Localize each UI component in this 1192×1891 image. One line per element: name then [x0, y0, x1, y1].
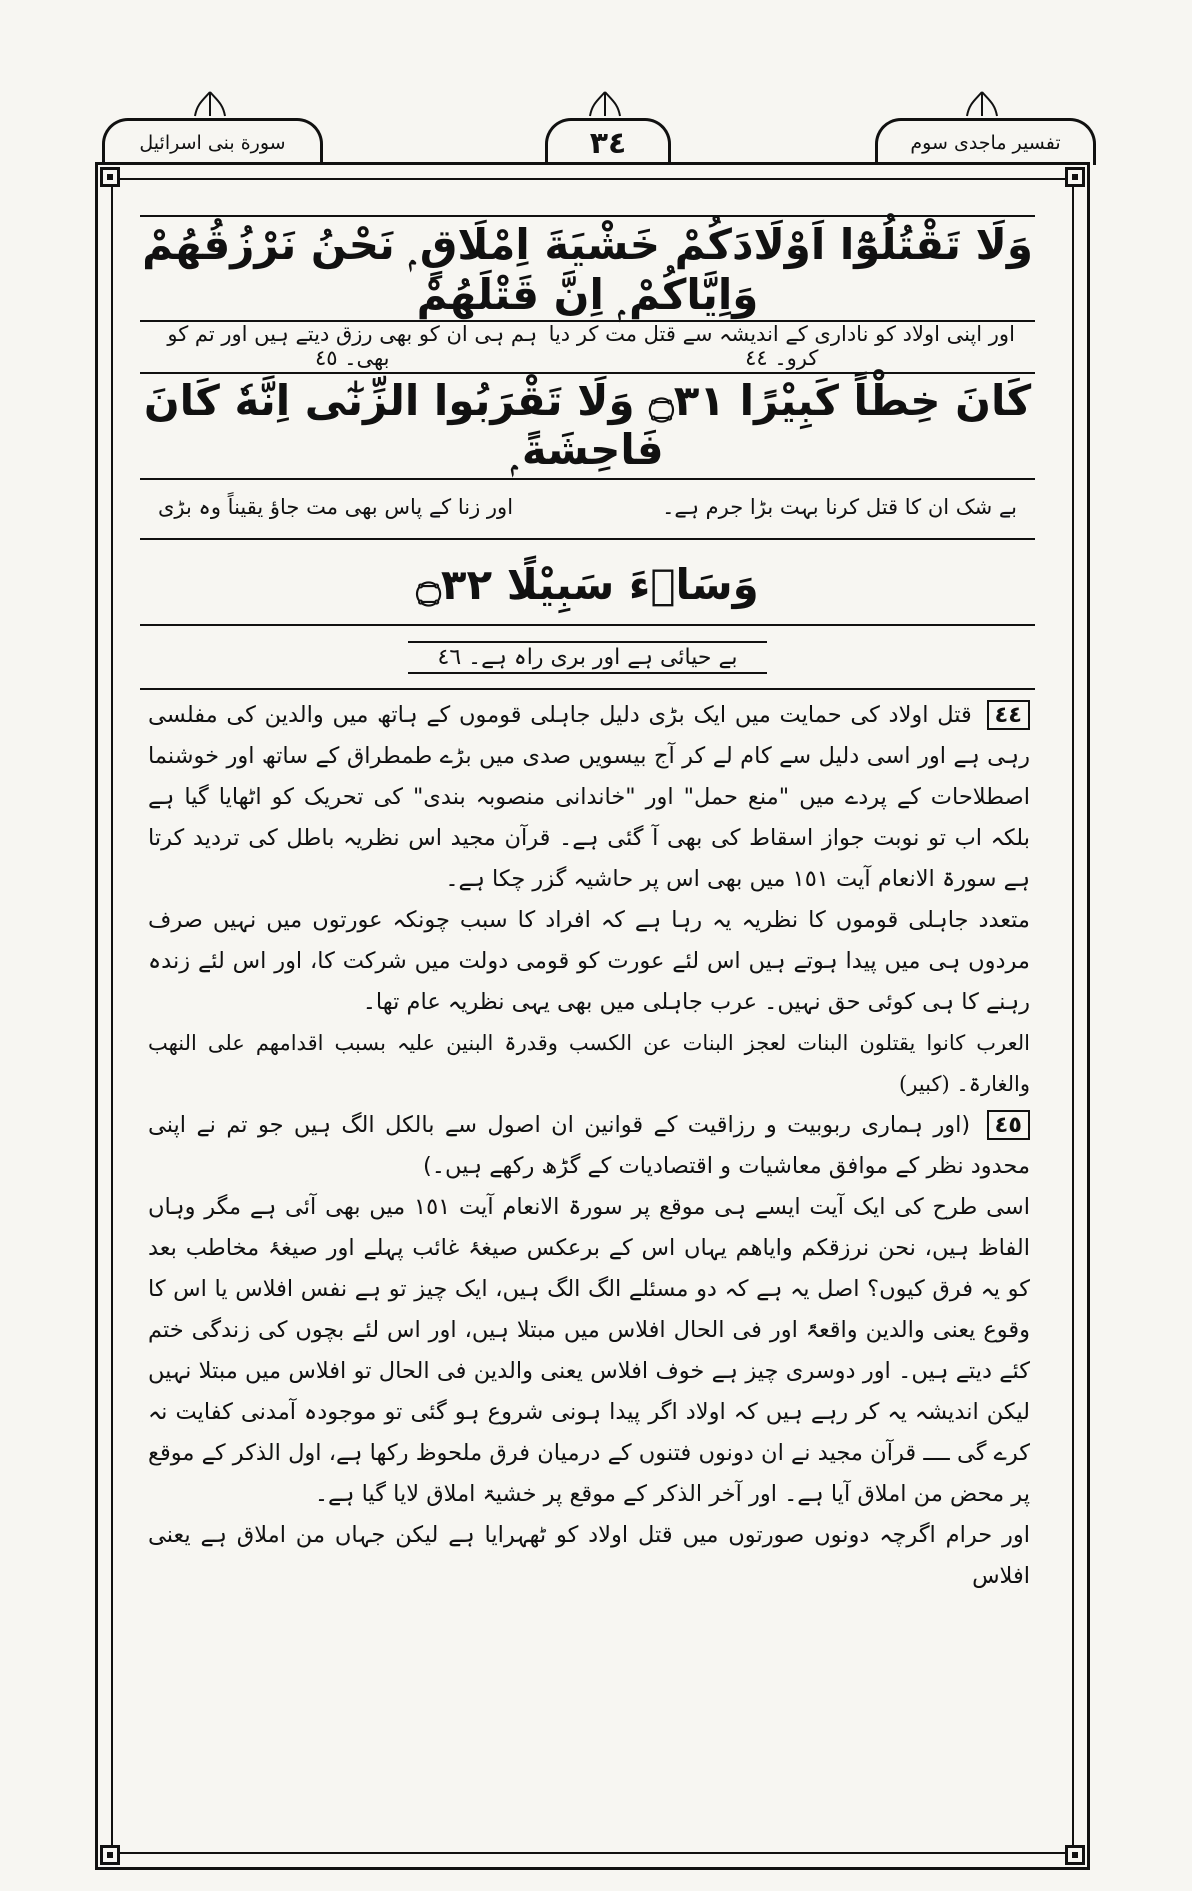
band-rule	[140, 624, 1035, 626]
translation-text: ہم ہی ان کو بھی رزق دیتے ہیں اور تم کو بھی۔	[167, 322, 538, 370]
ornament-icon	[193, 90, 227, 118]
commentary-notes	[148, 695, 1030, 1597]
note-paragraph	[148, 1187, 1030, 1515]
header-page-number	[545, 118, 671, 165]
band-rule	[140, 538, 1035, 540]
note-text: اور حرام اگرچہ دونوں صورتوں میں قتل اولاد کو ٹھہرایا ہے لیکن جہاں من املاق ہے یعنی افلاس	[148, 1522, 1030, 1589]
note-number: ٤٥	[987, 1110, 1030, 1140]
note-text: (اور ہماری ربوبیت و رزاقیت کے قوانین ان اصول سے بالکل الگ ہیں جو تم نے اپنی محدود نظر کے موافق معاشیات و اقتصادیات کے گڑھ رکھے ہیں۔)	[148, 1112, 1030, 1179]
note-paragraph	[148, 1105, 1030, 1187]
note-ref: ٤٤	[745, 346, 768, 370]
header-book-label	[875, 118, 1096, 165]
verse-translation-1	[140, 324, 1035, 368]
note-arabic-quote	[148, 1023, 1030, 1105]
frame-corner	[100, 1845, 120, 1865]
note-number: ٤٤	[987, 700, 1030, 730]
frame-corner	[1065, 1845, 1085, 1865]
verse-translation-2	[140, 482, 1035, 532]
page-number-text: ٣٤	[589, 125, 627, 161]
verse-arabic-3	[140, 544, 1035, 624]
verse-translation-3	[140, 635, 1035, 679]
band-rule	[140, 478, 1035, 480]
translation-text: بے شک ان کا قتل کرنا بہت بڑا جرم ہے۔	[662, 495, 1017, 519]
verse-arabic-text: وَسَاۗءَ سَبِيْلًا ۝٣٢	[416, 559, 759, 609]
ornament-icon	[965, 90, 999, 118]
note-paragraph	[148, 900, 1030, 1023]
note-ref: ٤٦	[437, 644, 462, 670]
note-paragraph	[148, 1515, 1030, 1597]
header-surah-label	[102, 118, 323, 165]
frame-corner	[1065, 167, 1085, 187]
verse-arabic-text: كَانَ خِطْاً كَبِيْرًا ۝٣١ وَلَا تَقْرَبُوا الزِّنٰٓى اِنَّهٗ كَانَ فَاحِشَةً ۭ	[143, 376, 1032, 474]
band-rule	[140, 688, 1035, 690]
note-text: اسی طرح کی ایک آیت ایسے ہی موقع پر سورۃ الانعام آیت ١٥١ میں بھی آئی ہے مگر وہاں الفاظ ہیں، نحن نرزقکم وایاھم یہاں اس کے برعکس صیغۂ غائب پہلے اور صیغۂ مخاطب بعد کو یہ فرق کیوں؟ اصل یہ ہے کہ دو مسئلے الگ الگ ہیں، ایک چیز تو ہے نفس افلاس یا اس کا وقوع یعنی والدین واقعۃً اور فی الحال افلاس میں مبتلا ہیں، اور اس لئے بچوں کی زندگی ختم کئے دیتے ہیں۔ اور دوسری چیز ہے خوف افلاس یعنی والدین فی الحال تو افلاس میں مبتلا نہیں لیکن اندیشہ یہ کر رہے ہیں کہ اولاد اگر پیدا ہونی شروع ہو گئی تو موجودہ آمدنی کفایت نہ کرے گی ــــ قرآن مجید نے ان دونوں فتنوں کے درمیان فرق ملحوظ رکھا ہے، اول الذکر کے موقع پر محض من املاق آیا ہے۔ اور آخر الذکر کے موقع پر خشیۃ املاق لایا گیا ہے۔	[148, 1194, 1030, 1507]
band-rule	[140, 215, 1035, 217]
header-book-text: تفسیر ماجدی سوم	[910, 132, 1061, 154]
band-rule	[140, 372, 1035, 374]
note-text: متعدد جاہلی قوموں کا نظریہ یہ رہا ہے کہ افراد کا سبب چونکہ عورتوں میں نہیں صرف مردوں ہی میں پیدا ہوتے ہیں اس لئے عورت کو قومی دولت میں شرکت کا، اور اس لئے زندہ رہنے کا ہی کوئی حق نہیں۔ عرب جاہلی میں بھی یہی نظریہ عام تھا۔	[148, 907, 1030, 1015]
translation-text: اور زنا کے پاس بھی مت جاؤ یقیناً وہ بڑی	[158, 495, 514, 519]
header-surah-text: سورة بنی اسرائیل	[139, 132, 286, 154]
note-text: قتل اولاد کی حمایت میں ایک بڑی دلیل جاہلی قوموں کے ہاتھ میں والدین کی مفلسی رہی ہے اور اسی دلیل سے کام لے کر آج بیسویں صدی میں بڑے طمطراق کے ساتھ اور خوشنما اصطلاحات کے پردے میں "منع حمل" اور "خاندانی منصوبہ بندی" کی تحریک کو اٹھایا گیا ہے بلکہ اب تو نوبت جواز اسقاط کی بھی آ گئی ہے۔ قرآن مجید اس نظریہ باطل کی تردید کرتا ہے سورۃ الانعام آیت ١٥١ میں بھی اس پر حاشیہ گزر چکا ہے۔	[148, 702, 1030, 892]
note-paragraph	[148, 695, 1030, 900]
translation-text: بے حیائی ہے اور بری راہ ہے۔	[468, 644, 738, 670]
translation-text: اور اپنی اولاد کو ناداری کے اندیشہ سے قتل مت کر دیا کرو۔	[548, 322, 1015, 370]
note-ref: ٤٥	[314, 346, 338, 370]
frame-corner	[100, 167, 120, 187]
ornament-icon	[588, 90, 622, 118]
verse-arabic-text: وَلَا تَقْتُلُوْٓا اَوْلَادَكُمْ خَشْيَةَ اِمْلَاقٍ ۭ نَحْنُ نَرْزُقُهُمْ وَاِيَّاكُمْ ۭ اِنَّ قَتْلَهُمْ	[142, 219, 1033, 319]
verse-arabic-2	[140, 378, 1035, 473]
verse-arabic-1	[140, 219, 1035, 319]
note-text: العرب کانوا یقتلون البنات لعجز البنات عن الکسب وقدرۃ البنین علیہ بسبب اقدامھم علی النھب والغارۃ۔ (کبیر)	[148, 1031, 1030, 1096]
